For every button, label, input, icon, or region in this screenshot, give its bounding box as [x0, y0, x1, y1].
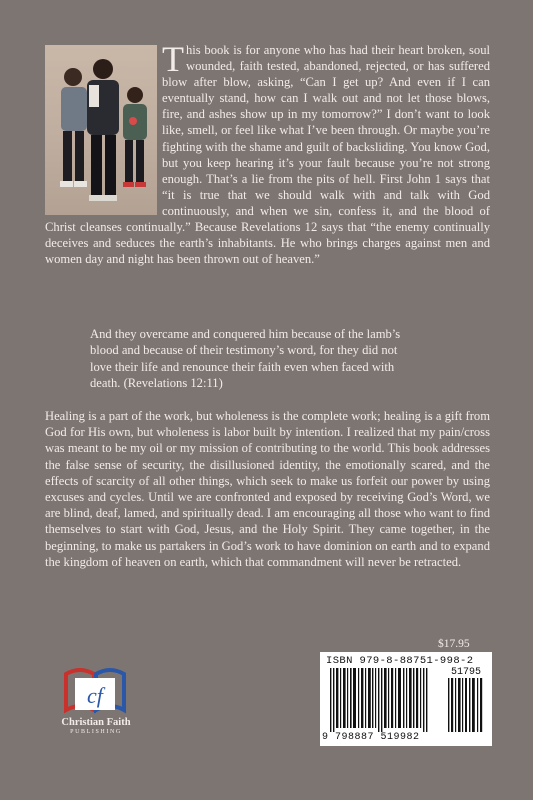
dropcap: T: [162, 39, 184, 79]
isbn-label: ISBN 979-8-88751-998-2: [326, 655, 474, 667]
publisher-name: Christian Faith: [61, 717, 131, 728]
barcode-ean: 9 798887 519982: [322, 732, 420, 743]
intro-text: his book is for anyone who has had their heart broken, soul wounded, faith tested, abandoned, rejected, or has suffered blow after blow, asking, “Can I get up? And even if I can eventually stand, how can I walk out and not let those blows, fire, and ashes show up in my tomorrow?” I don’t want to look like, smell, or feel like what I’ve been through. Or maybe you’re fighting with the shame and guilt of backsliding. You know God, but you keep hearing it’s your fault because you’re not strong enough. That’s a lie from the pits of hell. First John 1 says that “it is true that we should walk with and talk with God continuously, and when we sin, confess it, and the blood of Christ cleanses continually.” Because Revelations 12 says that “the enemy continually deceives and seduces the earth’s inhabitants. He who brings charges against men and women day and night has been thrown out of heaven.”: [45, 43, 490, 267]
photo-spacer: [45, 42, 162, 218]
logo-letters: cf: [87, 683, 103, 708]
isbn-barcode: [320, 652, 492, 746]
publisher-sub: PUBLISHING: [70, 729, 122, 735]
body-paragraph: Healing is a part of the work, but wholeness is the complete work; healing is a gift from God for His own, but wholeness is labor built by intention. I realized that my pain/cross was meant to be my oil or my mission of contributing to the world. This book addresses the false sense of security, the disillusioned identity, the emotionally scared, and the effects of scarcity of all other things, which seek to make us forfeit our power by using excuses and cycles. Until we are confronted and exposed by receiving God’s Word, we are blind, deaf, lamed, and spiritually dead. I am encouraging all those who want to find themselves to start with God, Jesus, and the Holy Spirit. They came together, in the beginning, to make us partakers in God’s work to have dominion on earth and to expand the kingdom of heaven on earth, which that commandment will never be retracted.: [45, 409, 490, 569]
intro-paragraph: [45, 39, 490, 267]
price-label: $17.95: [438, 638, 470, 650]
barcode-addon: 51795: [451, 667, 482, 678]
scripture-quote: And they overcame and conquered him because of the lamb’s blood and because of their testimony’s word, for they did not love their life and renounce their faith even when faced with death. (Revelations 12:11): [90, 327, 401, 391]
